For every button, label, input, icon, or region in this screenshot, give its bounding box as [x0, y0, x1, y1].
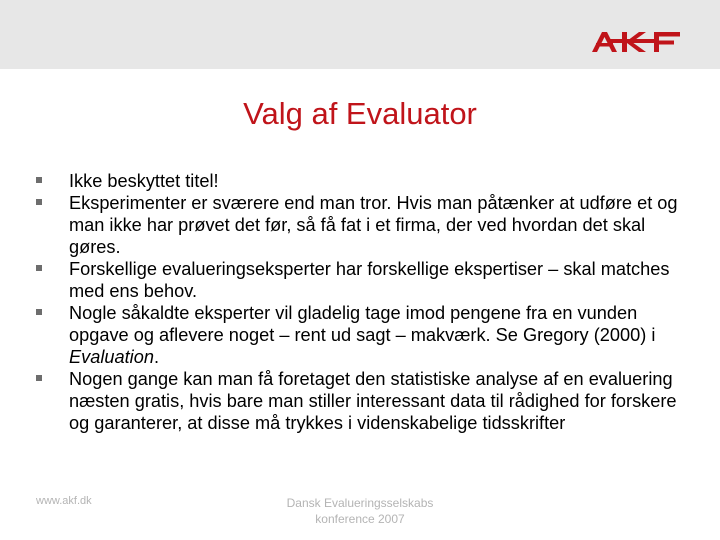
bullet-text: Nogen gange kan man få foretaget den statistiske analyse af en evaluering næsten gratis, hvis bare man stiller interessant data til rådighed for forskere og garanterer, at disse må trykkes i videnskabelige tidsskrifter [69, 369, 677, 433]
bullet-item [36, 302, 686, 368]
bullet-text-part: . [153, 347, 159, 367]
bullet-item [36, 170, 686, 192]
bullet-item [36, 192, 686, 258]
square-bullet-icon [36, 309, 42, 315]
square-bullet-icon [36, 375, 42, 381]
footer-line-1: Dansk Evalueringsselskabs [286, 496, 434, 510]
square-bullet-icon [36, 265, 42, 271]
bullet-item [36, 368, 686, 434]
bullet-item [36, 258, 686, 302]
akf-logo [592, 30, 684, 54]
square-bullet-icon [36, 177, 42, 183]
journal-title: Evaluation [69, 347, 154, 367]
bullet-text: Eksperimenter er sværere end man tror. Hvis man påtænker at udføre et og man ikke har prøvet det før, så få fat i et firma, der ved hvordan det skal gøres. [69, 193, 678, 257]
slide-title: Valg af Evaluator [243, 96, 477, 131]
square-bullet-icon [36, 199, 42, 205]
bullet-text [69, 303, 655, 367]
footer-line-2: konference 2007 [315, 512, 405, 526]
bullet-text: Ikke beskyttet titel! [69, 171, 219, 191]
bullet-text-part: Nogle såkaldte eksperter vil gladelig tage imod pengene fra en vunden opgave og aflevere noget – rent ud sagt – makværk. Se Gregory (2000) i [69, 303, 656, 345]
bullet-list [36, 170, 686, 434]
bullet-text: Forskellige evalueringseksperter har forskellige ekspertiser – skal matches med ens behov. [69, 259, 670, 301]
footer-url: www.akf.dk [36, 495, 92, 507]
header-band [0, 0, 720, 69]
footer-conference [260, 495, 460, 527]
